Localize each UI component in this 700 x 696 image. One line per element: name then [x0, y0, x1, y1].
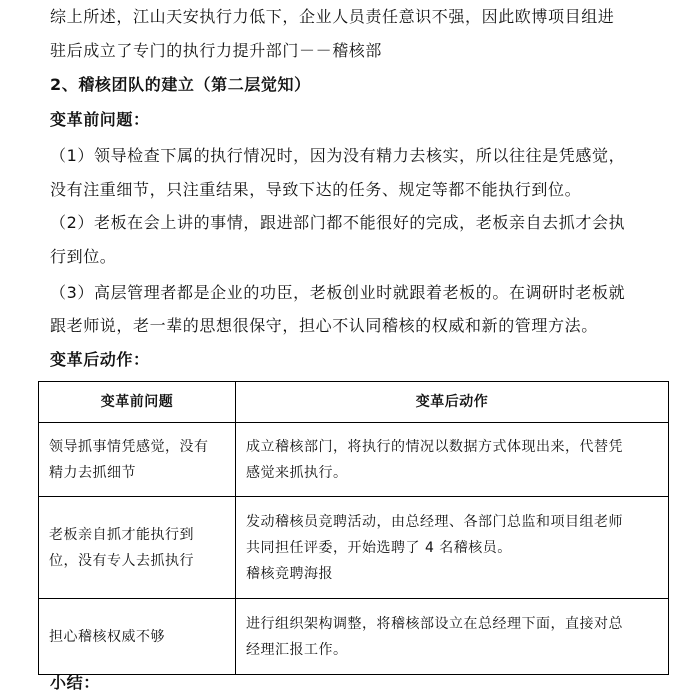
- problem-item-1-line-2: 没有注重细节，只注重结果，导致下达的任务、规定等都不能执行到位。: [50, 180, 582, 199]
- summary-heading: 小结：: [50, 673, 100, 692]
- cell-line: 稽核竞聘海报: [246, 565, 333, 582]
- table-header-problem: 变革前问题: [39, 382, 236, 423]
- problem-item-2-line-1: （2）老板在会上讲的事情，跟进部门都不能很好的完成，老板亲自去抓才会执: [50, 213, 626, 232]
- cell-line: 领导抓事情凭感觉，没有: [49, 438, 209, 455]
- problem-item-1-line-1: （1）领导检查下属的执行情况时，因为没有精力去核实，所以往往是凭感觉，: [50, 146, 626, 165]
- problem-item-2-line-2: 行到位。: [50, 247, 117, 266]
- cell-line: 老板亲自抓才能执行到: [49, 526, 194, 543]
- problem-item-3-line-2: 跟老师说，老一辈的思想很保守，担心不认同稽核的权威和新的管理方法。: [50, 316, 598, 335]
- before-problems-heading: 变革前问题：: [50, 110, 150, 129]
- table-cell-action: [236, 497, 669, 599]
- table-cell-problem: [39, 599, 236, 675]
- cell-line: 进行组织架构调整，将稽核部设立在总经理下面，直接对总: [246, 615, 623, 632]
- table-header-row: [39, 382, 669, 423]
- after-actions-heading: 变革后动作：: [50, 350, 150, 369]
- table-cell-problem: [39, 497, 236, 599]
- cell-line: 发动稽核员竞聘活动，由总经理、各部门总监和项目组老师: [246, 513, 623, 530]
- table-row: [39, 497, 669, 599]
- table-cell-problem: [39, 423, 236, 497]
- comparison-table: [38, 381, 669, 675]
- table-cell-action: [236, 599, 669, 675]
- intro-paragraph-line-1: 综上所述，江山天安执行力低下，企业人员责任意识不强，因此欧博项目组进: [50, 7, 615, 26]
- problem-item-3-line-1: （3）高层管理者都是企业的功臣，老板创业时就跟着老板的。在调研时老板就: [50, 283, 626, 302]
- intro-paragraph-line-2: 驻后成立了专门的执行力提升部门－－稽核部: [50, 41, 383, 60]
- cell-line: 感觉来抓执行。: [246, 464, 348, 481]
- section-heading: 2、稽核团队的建立（第二层觉知）: [50, 75, 311, 94]
- cell-line: 位，没有专人去抓执行: [49, 552, 194, 569]
- cell-line: 担心稽核权威不够: [49, 628, 165, 645]
- table-row: [39, 423, 669, 497]
- cell-line: 共同担任评委，开始选聘了 4 名稽核员。: [246, 539, 512, 556]
- cell-line: 精力去抓细节: [49, 464, 136, 481]
- table-row: [39, 599, 669, 675]
- cell-line: 成立稽核部门，将执行的情况以数据方式体现出来，代替凭: [246, 438, 623, 455]
- cell-line: 经理汇报工作。: [246, 641, 348, 658]
- table-cell-action: [236, 423, 669, 497]
- table-header-action: 变革后动作: [236, 382, 669, 423]
